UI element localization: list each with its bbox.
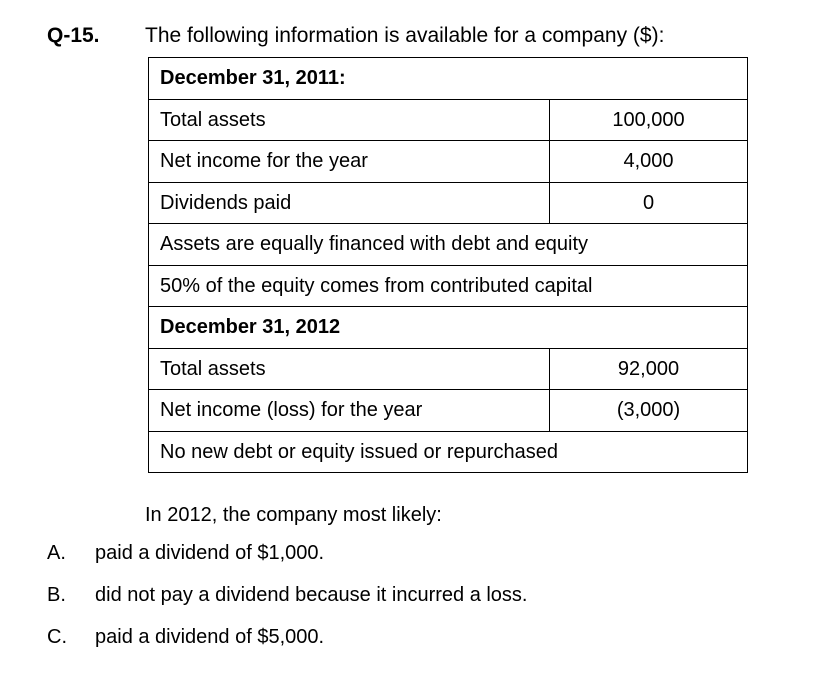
table-row (149, 348, 748, 390)
question-intro: The following information is available for a company ($): (145, 24, 665, 47)
row-label: Net income for the year (149, 141, 550, 183)
row-label: Total assets (149, 348, 550, 390)
table-row (149, 141, 748, 183)
table-row (149, 307, 748, 349)
row-value: 0 (550, 182, 748, 224)
row-label: Dividends paid (149, 182, 550, 224)
table-row (149, 431, 748, 473)
row-label: Total assets (149, 99, 550, 141)
question-number: Q-15. (47, 24, 100, 47)
row-value: 100,000 (550, 99, 748, 141)
header-2011: December 31, 2011: (149, 58, 748, 100)
option-b[interactable] (47, 581, 528, 609)
table-row (149, 224, 748, 266)
row-value: (3,000) (550, 390, 748, 432)
option-c[interactable] (47, 623, 324, 651)
question-prompt: In 2012, the company most likely: (145, 504, 442, 526)
option-letter: C. (47, 626, 67, 648)
option-text: paid a dividend of $1,000. (95, 542, 325, 564)
table-row (149, 99, 748, 141)
note-financing: Assets are equally financed with debt and equity (149, 224, 748, 266)
header-2012: December 31, 2012 (149, 307, 748, 349)
table-row (149, 58, 748, 100)
option-letter: A. (47, 542, 66, 564)
option-text: did not pay a dividend because it incurred a loss. (95, 584, 528, 606)
option-a[interactable] (47, 539, 324, 567)
row-value: 92,000 (550, 348, 748, 390)
row-value: 4,000 (550, 141, 748, 183)
financial-info-table (148, 57, 748, 473)
option-letter: B. (47, 584, 66, 606)
note-contributed-capital: 50% of the equity comes from contributed capital (149, 265, 748, 307)
row-label: Net income (loss) for the year (149, 390, 550, 432)
table-row (149, 390, 748, 432)
option-text: paid a dividend of $5,000. (95, 626, 325, 648)
table-row (149, 182, 748, 224)
table-row (149, 265, 748, 307)
note-no-new-issuance: No new debt or equity issued or repurchased (149, 431, 748, 473)
